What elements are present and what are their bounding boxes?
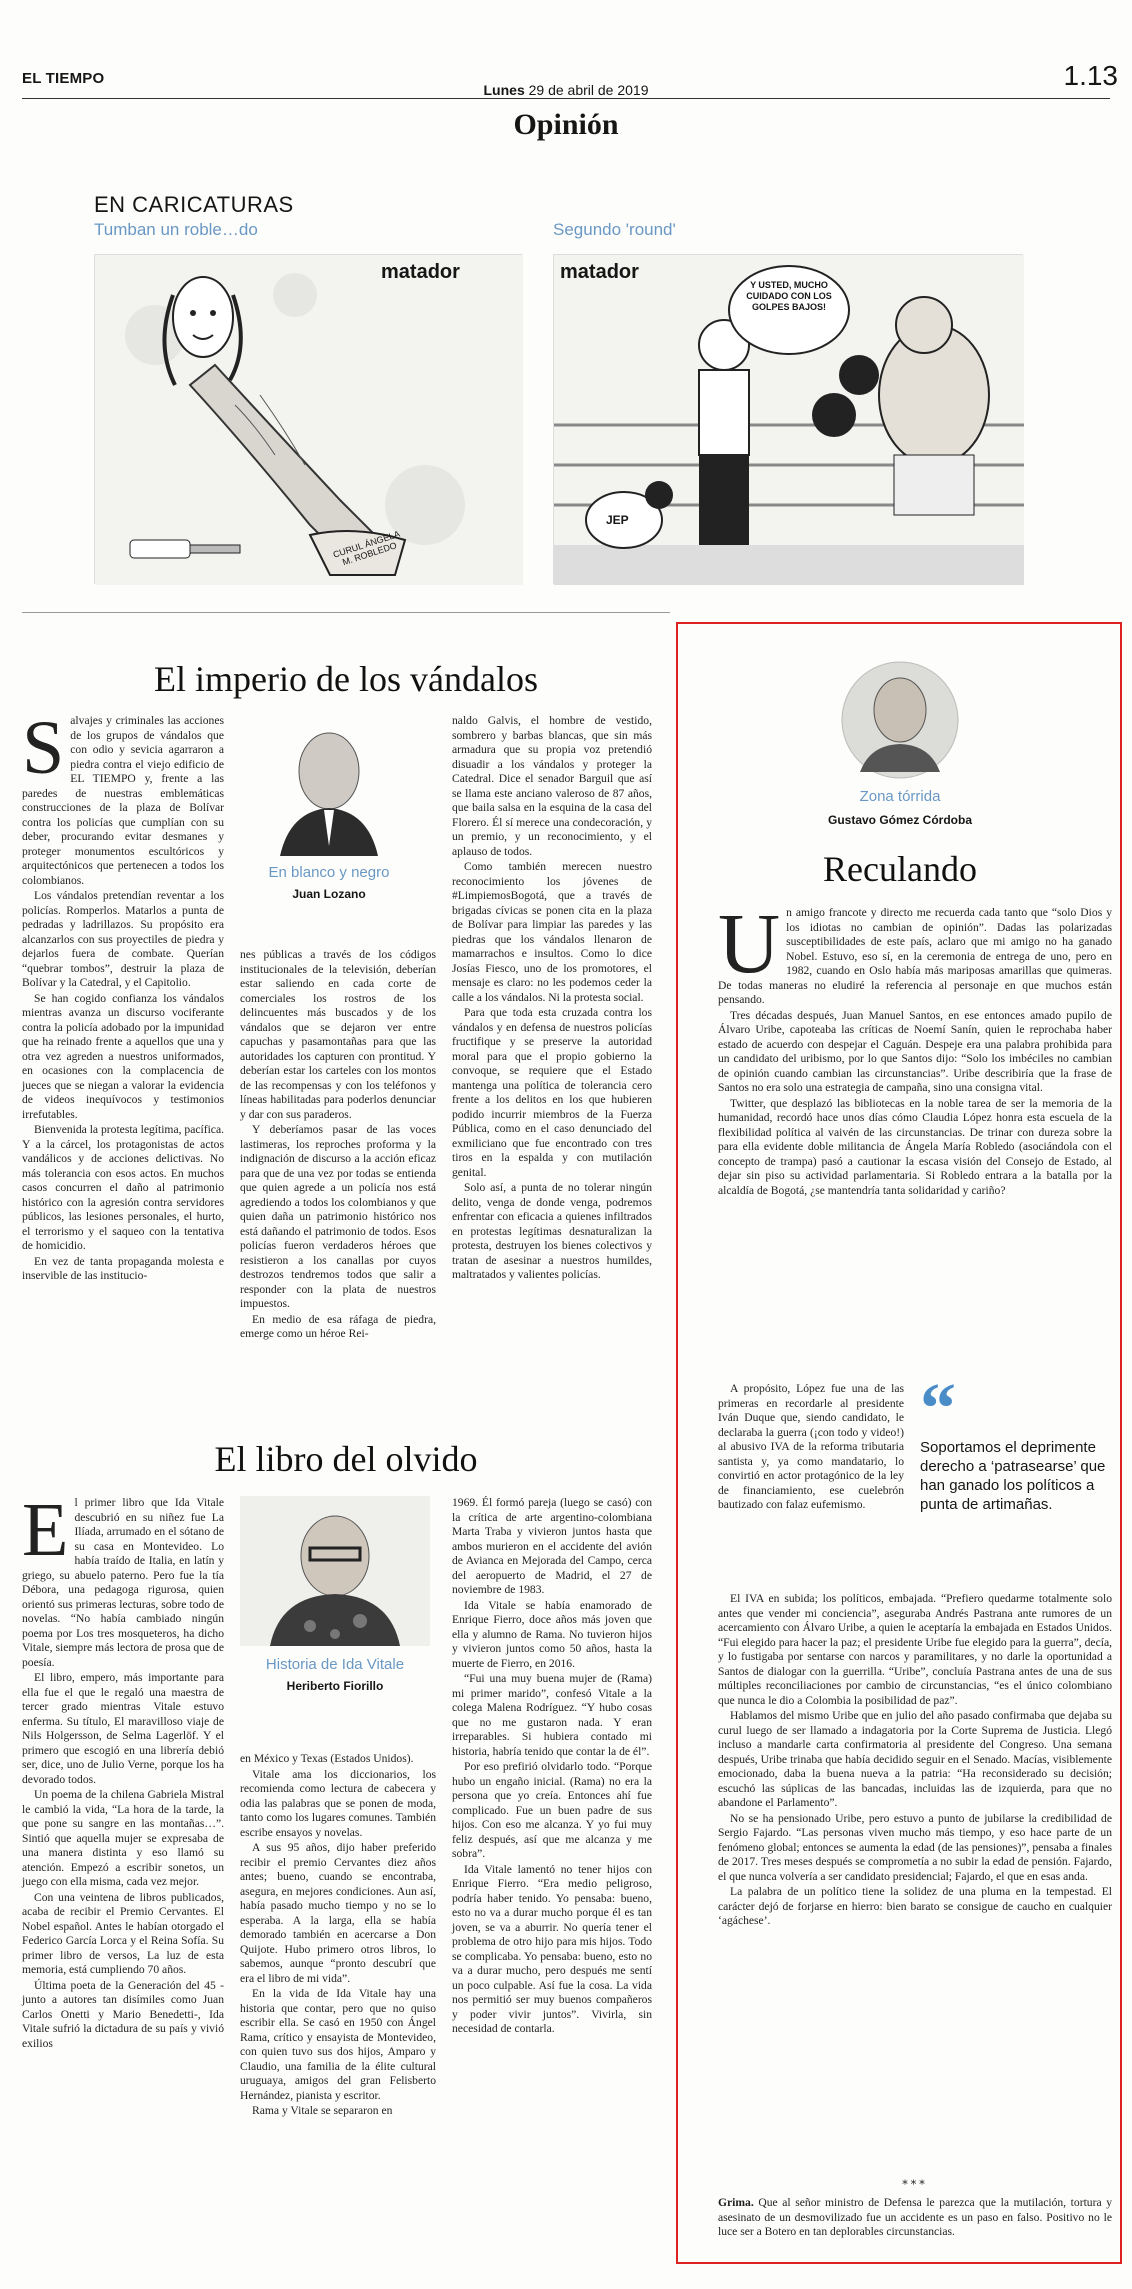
masthead-logo: EL TIEMPO	[22, 70, 105, 87]
issue-date	[0, 82, 1132, 98]
article-3-paragraph: Hablamos del mismo Uribe que en julio del año pasado confirmaba que dejaba su curul luego de ser llamado a indagatoria por la Corte Suprema de Justicia. Llegó incluso a mandarle carta confirmatoria al presidente del Congreso. Una semana después, Uribe trinaba que había decidido seguir en el Senado. Macías, visiblemente emocionado, daba la buena nueva a la patria: “Ha reconsiderado su decisión; escuchó las súplicas de las bancadas, incluidas las de izquierda, para que no abandone el Parlamento”.	[718, 1709, 1112, 1809]
article-1-col-1	[22, 706, 224, 1282]
pull-quote-text: Soportamos el deprimente derecho a ‘patrasearse’ que han ganado los políticos a punta de artimañas.	[920, 1439, 1106, 1513]
cartoons-heading: EN CARICATURAS	[94, 192, 294, 217]
article-3-paragraph: El IVA en subida; los políticos, embajada. “Prefiero quedarme totalmente solo antes que vender mi conciencia”, aseguraba Andrés Pastrana ante rumores de un acercamiento con Álvaro Uribe, a quien le aceptaría la embajada en Estados Unidos. “Fui elegido para hacer la paz; el presidente Uribe fue elegido para la guerra”, decía, y lo fustigaba por sentarse con narcos y paramilitares, y no darle la oportunidad a Santos de dialogar con la guerrilla. “Uribe”, concluía Pastrana antes de una de sus múltiples reconciliaciones por cambio de circunstancias, “es el único colombiano que nunca le dio a Colombia la posibilidad de paz”.	[718, 1592, 1112, 1707]
date-day: Lunes	[483, 82, 525, 98]
author-photo-lozano	[240, 716, 418, 856]
article-1-paragraph: Y deberíamos pasar de las voces lastimeras, los reproches proforma y la indignación de discurso a la acción eficaz para que de una vez por todas se entienda que quien agrede a un policía nos está agrediendo a todos los colombianos y que quien daña un patrimonio histórico nos está dañando el patrimonio de todos. Esos policías fueron verdaderos héroes que resistieron a los canallas por cuyos destrozos tendremos todos que salir a responder con la plata de nuestros impuestos.	[240, 1123, 436, 1310]
article-1-paragraph: Los vándalos pretendían reventar a los policías. Romperlos. Matarlos a punta de pedradas y ladrillazos. Su propósito era alcanzarlos con sus proyectiles de piedra y dejarlos fuera de combate. Querían “quebrar tombos”, destruir la plaza de Bolívar y la Catedral, y el Capitolio.	[22, 889, 224, 989]
speech-bubble: Y USTED, MUCHO CUIDADO CON LOS GOLPES BAJOS!	[746, 280, 832, 312]
article-2-paragraph: “Fui una muy buena mujer de (Rama) mi primer marido”, confesó Vitale a la colega Malena Rodríguez. “Y hubo cosas que no me gustaron nada. Y eran irreparables. Si hubiera contado mi historia, habría tenido que contar la de él”.	[452, 1672, 652, 1758]
cartoon-right	[553, 254, 1023, 584]
article-3-col-narrow	[718, 1382, 904, 1590]
article-3-paragraph: No se ha pensionado Uribe, pero estuvo a punto de jubilarse la credibilidad de Sergio Fajardo. “Las personas viven mucho más tiempo, y eso hace parte de un fenómeno global; entonces se aumenta la edad (de las pensiones)”, pensaba a finales de 2017. Tres meses después se comprometía a no subir la edad de pensión. Fajardo, el que nunca volvería a ser candidato presidencial; Fajardo, el que en esas anda.	[718, 1811, 1112, 1883]
grima-label: Grima.	[718, 2196, 754, 2209]
author-photo-gomez	[800, 660, 1000, 780]
header-rule	[22, 98, 1110, 99]
article-3-paragraph: Twitter, que desplazó las bibliotecas en la noble tarea de ser la memoria de la humanidad, recordó hace unos días cómo Claudia López honra esta escuela de la flexibilidad política al vaivén de las circunstancias. De trinar con dureza sobre la para ella evidente doble militancia de Ángela María Robledo (asociándola con el concepto de trampa) pasó a cautionar la escasa visión del Consejo de Estado, al dejar sin piso su actividad parlamentaria. Si Robledo entrara a la batalla por la alcaldía de Bogotá, ¿se mantendría tanta solidaridad y cariño?	[718, 1096, 1112, 1197]
article-1-paragraph: En medio de esa ráfaga de piedra, emerge como un héroe Rei-	[240, 1312, 436, 1340]
pull-quote	[920, 1368, 1116, 1514]
article-2-paragraph: Vitale ama los diccionarios, los recomienda como lectura de cabecera y odia las palabras que se ponen de moda, tanto como los lugares comunes. También escribe ensayos y novelas.	[240, 1767, 436, 1839]
article-2-paragraph: En la vida de Ida Vitale hay una historia que contar, pero que no quiso escribir ella. Se casó en 1950 con Ángel Rama, crítico y ensayista de Montevideo, con quien tuvo sus dos hijos, Amparo y Claudio, una familia de la élite cultural uruguaya, amigos del gran Felisberto Hernández, pianista y escritor.	[240, 1987, 436, 2102]
article-2-author-block	[240, 1496, 430, 1746]
dropcap: U	[718, 895, 781, 991]
article-1-paragraph: Bienvenida la protesta legítima, pacífica. Y a la cárcel, los protagonistas de actos vandálicos y de acciones delictivas. No más tolerancia con esos actos. En muchos casos concurren el daño al patrimonio histórico con la agresión contra servidores públicos, las lesiones personales, el hurto, el terrorismo y el saqueo con la tentativa de homicidio.	[22, 1123, 224, 1252]
author-photo-fiorillo	[240, 1496, 430, 1646]
article-1-paragraph: naldo Galvis, el hombre de vestido, sombrero y barbas blancas, que sin más armadura que su propia voz pretendió disuadir a los vándalos y proteger la Catedral. Dice el senador Barguil que así se llama este anciano valeroso de 87 años, que baila salsa en la esquina de la casa del Florero. Él sí merece una condecoración, y un premio, y un reconocimiento, y el aplauso de todos.	[452, 714, 652, 858]
article-1-paragraph: Para que toda esta cruzada contra los vándalos y en defensa de nuestros policías fructifique y se preserve la autoridad moral para que el propio gobierno la convoque, se requiere que el Estado mantenga una política de tolerancia cero frente a los delitos en los que hubieren podido incurrir miembros de la Fuerza Pública, como en el caso denunciado del exmiliciano que fue encontrado con tres tiros en la espalda y con mutilación genital.	[452, 1006, 652, 1179]
article-3-title: Reculando	[823, 849, 977, 889]
article-1-paragraph: alvajes y criminales las acciones de los grupos de vándalos que con odio y sevicia agarraron a piedra contra el viejo edificio de EL TIEMPO y, frente a las paredes de nuestras emblemáticas construcciones de la plaza de Bolívar contra los policías que cumplían con su deber, procurando evitar desmanes y proteger monumentos escultóricos y arquitectónicos que pertenecen a todos los colombianos.	[22, 714, 224, 887]
article-2-title: El libro del olvido	[214, 1439, 478, 1479]
dropcap: S	[22, 706, 65, 790]
article-2-paragraph: Ida Vitale se había enamorado de Enrique Fierro, doce años más joven que ella y alumno de Rama. No tuvieron hijos y vivieron juntos como 50 años, hasta la muerte de Fierro, en 2016.	[452, 1598, 652, 1670]
article-2-paragraph: El libro, empero, más importante para ella fue el que le regaló una maestra de tercer grado mientras Vitale estuvo enferma. Su título, El maravilloso viaje de Nils Holgersson, de Selma Lagerlöf. Y el primero que escogió en una librería debió ser, dice, uno de Julio Verne, porque los ha devorado todos.	[22, 1671, 224, 1786]
article-3-paragraph: n amigo francote y directo me recuerda cada tanto que “solo Dios y los idiotas no cambian de opinión”. Dadas las polarizadas susceptibilidades de este país, aclaro que mi amigo no ha ganado Nobel. Estuvo, eso sí, en la ceremonia de entrega de uno, pero en 1982, cuando en Oslo había más mariposas amarillas que quimeras. De todas maneras no eludiré la referencia al personaje en que muchos están pensando.	[718, 906, 1112, 1006]
quote-mark-icon: “	[920, 1368, 956, 1448]
article-2-paragraph: Por eso prefirió olvidarlo todo. “Porque hubo un engaño inicial. (Rama) no era la persona que yo creía. Entonces ahí fue complicado. Fue un buen padre de sus hijos. Con eso me alcanza. Y yo fui muy feliz después, así que me alcanza y me sobra”.	[452, 1760, 652, 1860]
date-text: 29 de abril de 2019	[528, 82, 649, 98]
article-1-kicker: En blanco y negro	[268, 864, 390, 881]
dropcap: E	[22, 1488, 69, 1572]
article-1-paragraph: Como también merecen nuestro reconocimiento los jóvenes de #LimpiemosBogotá, que a través de brigadas cívicas se ponen cita en la plaza de Bolívar para limpiar las paredes y las piedras que los vándalos llenaron de mamarrachos e insultos. Como lo dice Josías Fiesco, uno de los promotores, el mensaje es claro: no les podemos ceder la calle a los vándalos. Ni la protesta social.	[452, 860, 652, 1004]
article-2-paragraph: 1969. Él formó pareja (luego se casó) con la crítica de arte argentino-colombiana Marta Traba y vivieron juntos hasta que ambos murieron en el accidente del avión de Avianca en Mejorada del Campo, cerca del aeropuerto de Madrid, el 27 de noviembre de 1983.	[452, 1496, 652, 1596]
article-3-col-top	[718, 895, 1112, 1376]
separator-stars: ***	[902, 2178, 928, 2191]
article-3-author-block	[800, 660, 1000, 827]
cartoon-left	[94, 254, 522, 584]
article-1-paragraph: En vez de tanta propaganda molesta e inservible de las institucio-	[22, 1254, 224, 1282]
article-1-col-3	[452, 714, 652, 1281]
article-1-author-block	[240, 716, 418, 946]
article-2-paragraph: en México y Texas (Estados Unidos).	[240, 1752, 414, 1765]
article-2-paragraph: l primer libro que Ida Vitale descubrió en su niñez fue La Ilíada, arrumado en el sótano de su casa en Montevideo. Lo había traído de Italia, en latín y griego, su abuelo paterno. Pero fue la tía Débora, una pedagoga rigurosa, quien orientó sus primeras lecturas, sobre todo de novelas. “No había cambiado ningún poema por Los tres mosqueteros, ha dicho Vitale, siempre más lectora de prosa que de poesía.	[22, 1496, 224, 1669]
cartoon-left-signature: matador	[381, 261, 460, 283]
cartoon-rule	[22, 612, 670, 613]
article-2-paragraph: Rama y Vitale se separaron en	[252, 2104, 393, 2117]
grima-text: Que al señor ministro de Defensa le parezca que la mutilación, tortura y asesinato de un desmovilizado fue un accidente es un paso en falso. Positivo no le luce ser a Botero en tan deplorables circunstancias.	[718, 2196, 1112, 2238]
grima-note	[718, 2196, 1112, 2258]
article-2-paragraph: Última poeta de la Generación del 45 -junto a autores tan disímiles como Juan Carlos Onetti y Mario Benedetti-, Ida Vitale sufrió la dictadura de su país y vivió exilios	[22, 1978, 224, 2050]
article-3-col-bottom	[718, 1592, 1112, 2176]
article-1-paragraph: nes públicas a través de los códigos institucionales de la televisión, deberían estar saliendo en cada corte de comerciales los rostros de los delincuentes más buscados y de los vándalos que se dejaron ver entre capuchas y pasamontañas para que las autoridades los capturen con prontitud. Y deberían estar los carteles con los montos de las recompensas y con los teléfonos y líneas habilitadas para poderlos denunciar y dar con sus paraderos.	[240, 948, 436, 1121]
stump-label: CURUL ÁNGELA M. ROBLEDO	[331, 528, 402, 568]
article-2-col-2	[240, 1752, 436, 2256]
article-3-author: Gustavo Gómez Córdoba	[827, 813, 973, 827]
cartoon-left-caption: Tumban un roble…do	[94, 220, 258, 239]
article-1-author: Juan Lozano	[292, 887, 366, 901]
article-2-paragraph: Con una veintena de libros publicados, acaba de recibir el Premio Cervantes. El Nobel español. Antes le habían otorgado el Federico García Lorca y el Reina Sofía. Su primer libro de versos, La luz de esta memoria, está cumpliendo 70 años.	[22, 1890, 224, 1976]
bird-label: JEP	[606, 513, 629, 527]
article-2-paragraph: Un poema de la chilena Gabriela Mistral le cambió la vida, “La hora de la tarde, la que pone su sangre en las montañas…”. Sintió que aquella mujer se expresaba de una manera distinta y eso llamó su atención. Empezó a escribir sonetos, un juego con ella misma, cada vez mejor.	[22, 1788, 224, 1888]
section-title: Opinión	[513, 108, 619, 141]
article-1-col-2	[240, 948, 436, 1340]
article-3-paragraph: Tres décadas después, Juan Manuel Santos, en ese entonces amado pupilo de Álvaro Uribe, capoteaba las críticas de Noemí Sanín, quien le reprochaba haber estado de acuerdo con despejar el Caguán. Despeje era una palabra prohibida para un candidato del uribismo, por lo que Santos dijo: “Solo los imbéciles no cambian de opinión cuando cambian las circunstancias”. Uribe describiría que la frase de Santos no era solo una estrategia de campaña, sino una consigna vital.	[718, 1008, 1112, 1094]
article-1-title: El imperio de los vándalos	[154, 659, 538, 699]
article-1-paragraph: Se han cogido confianza los vándalos mientras avanza un discurso vociferante contra la policía adobado por la impunidad que ha reinado frente a aquellos que una y otra vez agreden a nuestros uniformados, en ocasiones con la complacencia de jueces que se niegan a valorar la evidencia de videos inequívocos y testimonios irrefutables.	[22, 991, 224, 1121]
cartoon-left-drawing	[95, 255, 523, 585]
article-3-paragraph: A propósito, López fue una de las primeras en recordarle al presidente Iván Duque que, siendo candidato, le declaraba la guerra (¡con todo y video!) al abusivo IVA de la reforma tributaria santista y, ya como mandatario, lo convirtió en actor protagónico de la ley de financiamiento, ese cuelebrón bautizado con falaz eufemismo.	[718, 1382, 904, 1511]
article-1-paragraph: Solo así, a punta de no tolerar ningún delito, venga de donde venga, podremos enfrentar con eficacia a quienes infiltrados en protestas legítimas desnaturalizan la protesta, destruyen los bienes colectivos y tratan de asesinar a nuestros humildes, maltratados y valientes policías.	[452, 1181, 652, 1281]
article-3-paragraph: La palabra de un político tiene la solidez de una pluma en la tempestad. El carácter dejó de forjarse en hierro: bien barato se consigue de caucho en cualquier ‘agáchese’.	[718, 1885, 1112, 1927]
cartoon-right-caption: Segundo 'round'	[553, 220, 676, 239]
page-number: 1.13	[1063, 60, 1118, 91]
article-2-col-1	[22, 1488, 224, 2256]
article-2-author: Heriberto Fiorillo	[286, 1679, 384, 1693]
article-2-paragraph: Ida Vitale lamentó no tener hijos con Enrique Fierro. “Era medio peligroso, podría haber tenido. Yo pensaba: bueno, esto no va a durar mucho porque él es tan joven, se va a aburrir. No quería tener el problema de otro hijo para mis hijos. Todo se complicaba. Yo pensaba: bueno, esto no va a durar mucho, pero después me sentí un poco culpable. Así fue la cosa. La vida nos permitió ser muy buenos compañeros y poder vivir juntos”. Vivirla, sin necesidad de contarla.	[452, 1862, 652, 2035]
article-2-kicker: Historia de Ida Vitale	[265, 1656, 405, 1673]
article-2-paragraph: A sus 95 años, dijo haber preferido recibir el premio Cervantes diez años antes; bueno, cuando se encontraba, asegura, en mejores condiciones. Aun así, había pasado mucho tiempo y no se lo esperaba. A la larga, ella se había demorado también en acercarse a Don Quijote. Hubo primero otros libros, lo sabemos, aunque “pronto descubrí que era el libro de mi vida”.	[240, 1841, 436, 1985]
article-3-kicker: Zona tórrida	[859, 788, 941, 805]
cartoon-right-signature: matador	[560, 261, 639, 283]
article-2-col-3	[452, 1496, 652, 2256]
